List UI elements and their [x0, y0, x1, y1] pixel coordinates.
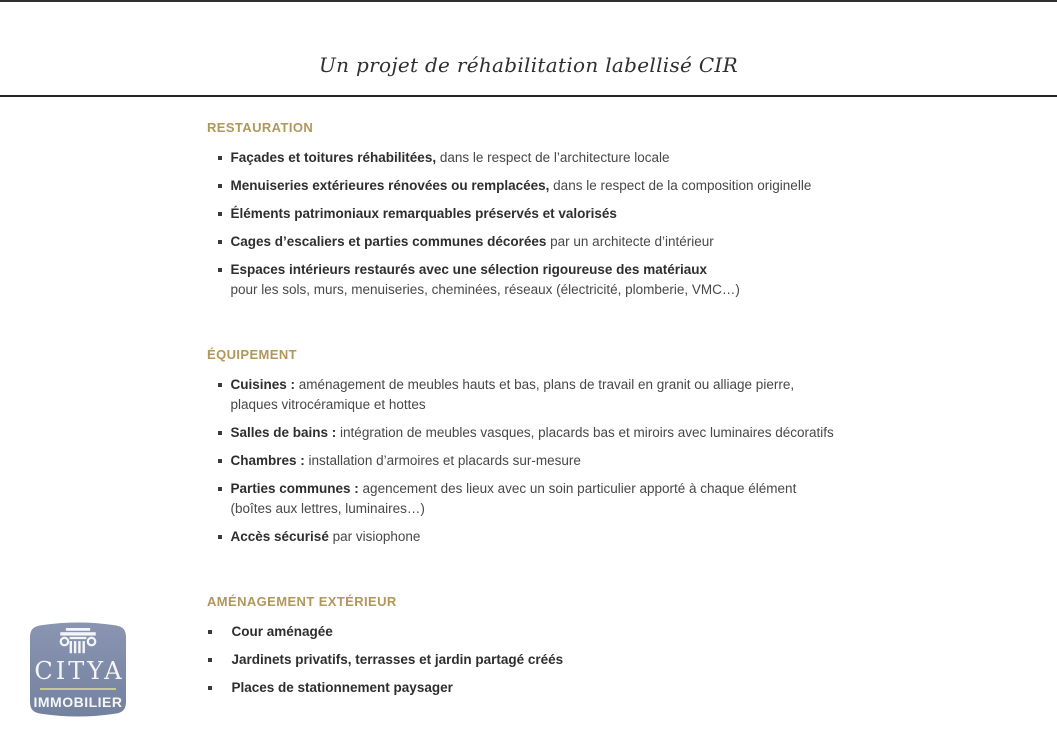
section-equipement	[207, 347, 877, 547]
citya-logo	[23, 617, 133, 722]
item-regular-text: aménagement de meubles hauts et bas, plans de travail en granit ou alliage pierre,	[295, 377, 795, 392]
item-continuation: (boîtes aux lettres, luminaires…)	[230, 501, 425, 516]
item-continuation: pour les sols, murs, menuiseries, cheminées, réseaux (électricité, plomberie, VMC…)	[230, 282, 740, 297]
item-regular-text: installation d’armoires et placards sur-mesure	[304, 453, 581, 468]
item-bold-text: Accès sécurisé	[230, 529, 329, 544]
list-item	[207, 204, 877, 224]
bullet-icon	[218, 383, 222, 387]
item-continuation: plaques vitrocéramique et hottes	[230, 397, 426, 412]
item-bold-text: Éléments patrimoniaux remarquables préservés et valorisés	[230, 206, 617, 221]
bullet-icon	[218, 268, 222, 272]
item-regular-text: dans le respect de la composition originelle	[549, 178, 812, 193]
bullet-icon	[218, 431, 222, 435]
bullet-icon	[218, 240, 222, 244]
item-bold-text: Parties communes :	[230, 481, 359, 496]
item-bold-text: Menuiseries extérieures rénovées ou remplacées,	[230, 178, 550, 193]
list-item	[207, 375, 877, 415]
content-area	[207, 120, 877, 706]
item-bold-text: Façades et toitures réhabilitées,	[230, 150, 437, 165]
bullet-icon	[218, 212, 222, 216]
list-item	[207, 678, 877, 698]
list-item	[207, 527, 877, 547]
header-divider	[0, 95, 1057, 97]
item-regular-text: intégration de meubles vasques, placards bas et miroirs avec luminaires décoratifs	[336, 425, 834, 440]
item-regular-text: par visiophone	[328, 529, 421, 544]
list-item	[207, 148, 877, 168]
list-item	[207, 622, 877, 642]
bullet-icon	[208, 658, 212, 662]
bullet-icon	[218, 156, 222, 160]
section-heading: AMÉNAGEMENT EXTÉRIEUR	[207, 594, 397, 609]
item-bold-text: Chambres :	[230, 453, 305, 468]
logo-tagline-text: IMMOBILIER	[33, 694, 123, 710]
page-title: Un projet de réhabilitation labellisé CIR	[319, 53, 738, 77]
top-rule	[0, 0, 1057, 2]
list-item	[207, 260, 877, 300]
section-heading: RESTAURATION	[207, 120, 314, 135]
item-bold-text: Espaces intérieurs restaurés avec une sélection rigoureuse des matériaux	[230, 262, 707, 277]
item-bold-text: Cuisines :	[230, 377, 296, 392]
bullet-icon	[218, 184, 222, 188]
item-bold-text: Places de stationnement paysager	[231, 680, 453, 695]
list-item	[207, 650, 877, 670]
list-item	[207, 423, 877, 443]
bullet-icon	[208, 686, 212, 690]
list-item	[207, 479, 877, 519]
item-bold-text: Salles de bains :	[230, 425, 337, 440]
item-bold-text: Jardinets privatifs, terrasses et jardin partagé créés	[231, 652, 564, 667]
list-item	[207, 451, 877, 471]
item-bold-text: Cages d’escaliers et parties communes décorées	[230, 234, 547, 249]
item-regular-text: par un architecte d’intérieur	[546, 234, 714, 249]
section-restauration	[207, 120, 877, 300]
section-heading: ÉQUIPEMENT	[207, 347, 297, 362]
section-amenagement-exterieur	[207, 594, 877, 698]
logo-brand-text: CITYA	[34, 657, 125, 685]
list-item	[207, 232, 877, 252]
item-regular-text: dans le respect de l’architecture locale	[436, 150, 670, 165]
item-bold-text: Cour aménagée	[231, 624, 333, 639]
bullet-icon	[218, 535, 222, 539]
item-regular-text: agencement des lieux avec un soin particulier apporté à chaque élément	[358, 481, 797, 496]
logo-separator-line	[40, 688, 116, 690]
bullet-icon	[208, 630, 212, 634]
bullet-icon	[218, 459, 222, 463]
list-item	[207, 176, 877, 196]
bullet-icon	[218, 487, 222, 491]
column-capital-icon	[54, 628, 102, 656]
